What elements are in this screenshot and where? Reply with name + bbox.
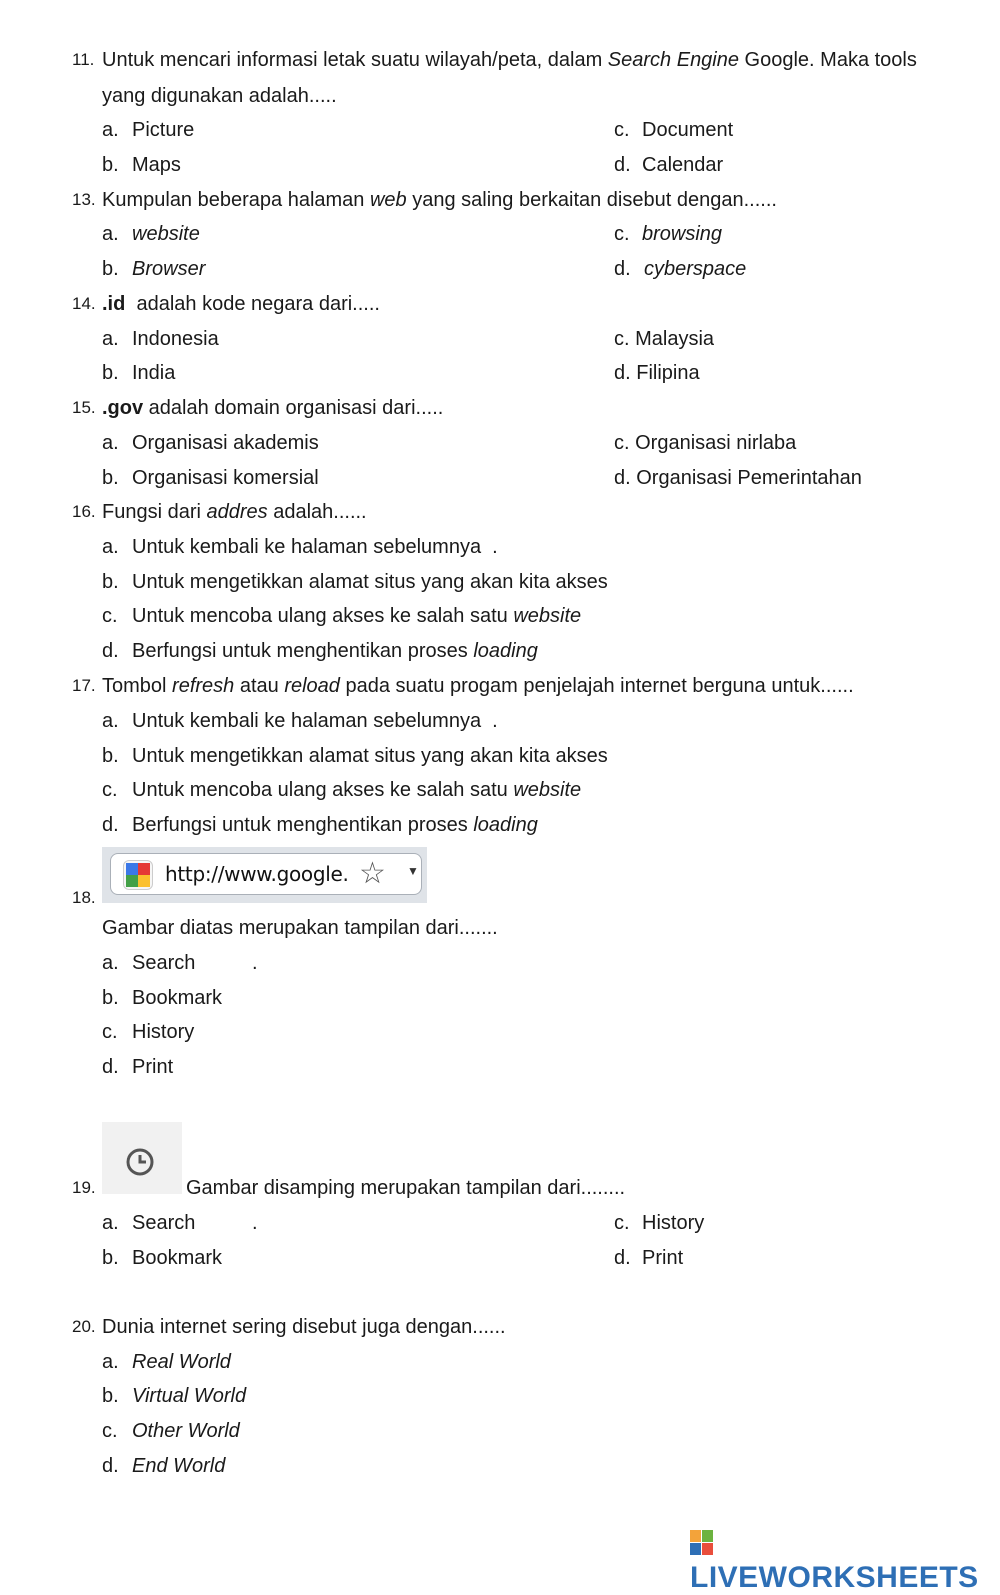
option-text: browsing: [642, 223, 723, 245]
option-letter: d.: [614, 1247, 631, 1269]
logo-mark-icon: [690, 1530, 714, 1556]
question-number: 19.: [72, 1178, 96, 1197]
option-text: Untuk mengetikkan alamat situs yang akan kita akses: [132, 745, 608, 767]
option-letter: c.: [102, 1420, 118, 1442]
option-letter: b.: [102, 1247, 119, 1269]
option-text: End World: [132, 1455, 226, 1477]
question-text: Untuk mencari informasi letak suatu wilayah/peta, dalam Search Engine Google. Maka tools: [102, 49, 917, 71]
option-text: History: [132, 1021, 195, 1043]
question-number: 13.: [72, 190, 96, 209]
option-letter: a.: [102, 952, 119, 974]
option-text: Untuk mencoba ulang akses ke salah satu website: [132, 779, 582, 801]
option-text: Untuk mengetikkan alamat situs yang akan kita akses: [132, 571, 608, 593]
option-text: Print: [132, 1056, 174, 1078]
history-clock-image: [102, 1122, 182, 1194]
option-text: Untuk mencoba ulang akses ke salah satu website: [132, 605, 582, 627]
option-text: Document: [642, 119, 734, 141]
option-letter: d.: [614, 258, 631, 280]
option-letter: a.: [102, 328, 119, 350]
address-url: http://www.google.: [165, 862, 349, 886]
option-letter: d.: [102, 814, 119, 836]
option-text: Browser: [132, 258, 206, 280]
option-letter: b.: [102, 467, 119, 489]
option-letter: b.: [102, 1385, 119, 1407]
option-letter: a.: [102, 710, 119, 732]
option-letter: a.: [102, 536, 119, 558]
liveworksheets-logo: [690, 1527, 1000, 1594]
option-letter: d.: [102, 640, 119, 662]
option-text: India: [132, 362, 176, 384]
option-letter: c.: [614, 223, 630, 245]
option-letter: d.: [102, 1056, 119, 1078]
option-letter: d.: [102, 1455, 119, 1477]
option-text: Real World: [132, 1351, 231, 1373]
question-text: Gambar disamping merupakan tampilan dari........: [186, 1177, 626, 1199]
option-text: Bookmark: [132, 987, 223, 1009]
option-text: Organisasi komersial: [132, 467, 319, 489]
clock-icon: [124, 1146, 156, 1178]
option-text: c. Malaysia: [614, 328, 715, 350]
question-number: 15.: [72, 398, 96, 417]
option-text: c. Organisasi nirlaba: [614, 432, 797, 454]
option-letter: a.: [102, 223, 119, 245]
option-text: Search: [132, 952, 196, 974]
option-text: Other World: [132, 1420, 240, 1442]
question-number: 18.: [72, 888, 96, 907]
option-letter: a.: [102, 432, 119, 454]
option-letter: a.: [102, 1351, 119, 1373]
option-text: Maps: [132, 154, 181, 176]
question-text-cont: yang digunakan adalah.....: [102, 85, 337, 107]
question-number: 20.: [72, 1317, 96, 1336]
question-text: .id adalah kode negara dari.....: [102, 293, 380, 315]
option-letter: b.: [102, 258, 119, 280]
question-number: 11.: [72, 50, 95, 69]
option-letter: a.: [102, 1212, 119, 1234]
option-text: Picture: [132, 119, 195, 141]
option-text: Indonesia: [132, 328, 219, 350]
option-text: Untuk kembali ke halaman sebelumnya .: [132, 536, 498, 558]
option-letter: c.: [614, 1212, 630, 1234]
option-text: website: [132, 223, 200, 245]
option-text: Untuk kembali ke halaman sebelumnya .: [132, 710, 498, 732]
option-letter: b.: [102, 362, 119, 384]
option-text: Organisasi akademis: [132, 432, 319, 454]
option-text: Bookmark: [132, 1247, 223, 1269]
option-letter: b.: [102, 571, 119, 593]
question-text: Gambar diatas merupakan tampilan dari.......: [102, 917, 498, 939]
question-text: Kumpulan beberapa halaman web yang saling berkaitan disebut dengan......: [102, 189, 777, 211]
option-letter: d.: [614, 154, 631, 176]
option-letter: b.: [102, 987, 119, 1009]
option-letter: c.: [102, 1021, 118, 1043]
option-letter: b.: [102, 745, 119, 767]
option-letter: a.: [102, 119, 119, 141]
option-dot: .: [252, 952, 258, 974]
option-text: History: [642, 1212, 705, 1234]
option-text: Berfungsi untuk menghentikan proses loading: [132, 814, 538, 836]
question-text: Fungsi dari addres adalah......: [102, 501, 367, 523]
question-text: Tombol refresh atau reload pada suatu progam penjelajah internet berguna untuk......: [102, 675, 854, 697]
question-number: 14.: [72, 294, 96, 313]
option-letter: c.: [614, 119, 630, 141]
question-number: 16.: [72, 502, 96, 521]
question-text: Dunia internet sering disebut juga dengan......: [102, 1316, 506, 1338]
option-dot: .: [252, 1212, 258, 1234]
option-text: Berfungsi untuk menghentikan proses loading: [132, 640, 538, 662]
option-text: Print: [642, 1247, 684, 1269]
question-number: 17.: [72, 676, 96, 695]
bookmark-star-icon: ☆: [359, 857, 386, 890]
option-letter: c.: [102, 605, 118, 627]
option-letter: b.: [102, 154, 119, 176]
option-text: Virtual World: [132, 1385, 247, 1407]
option-text: d. Filipina: [614, 362, 700, 384]
google-favicon-icon: [123, 860, 153, 890]
option-text: Calendar: [642, 154, 724, 176]
question-text: .gov adalah domain organisasi dari.....: [102, 397, 444, 419]
option-text: cyberspace: [644, 258, 747, 280]
option-letter: c.: [102, 779, 118, 801]
option-text: d. Organisasi Pemerintahan: [614, 467, 862, 489]
dropdown-arrow-icon: ▼: [407, 864, 419, 878]
browser-address-bar-image: [102, 847, 427, 903]
logo-text: LIVEWORKSHEETS: [690, 1561, 979, 1594]
option-text: Search: [132, 1212, 196, 1234]
